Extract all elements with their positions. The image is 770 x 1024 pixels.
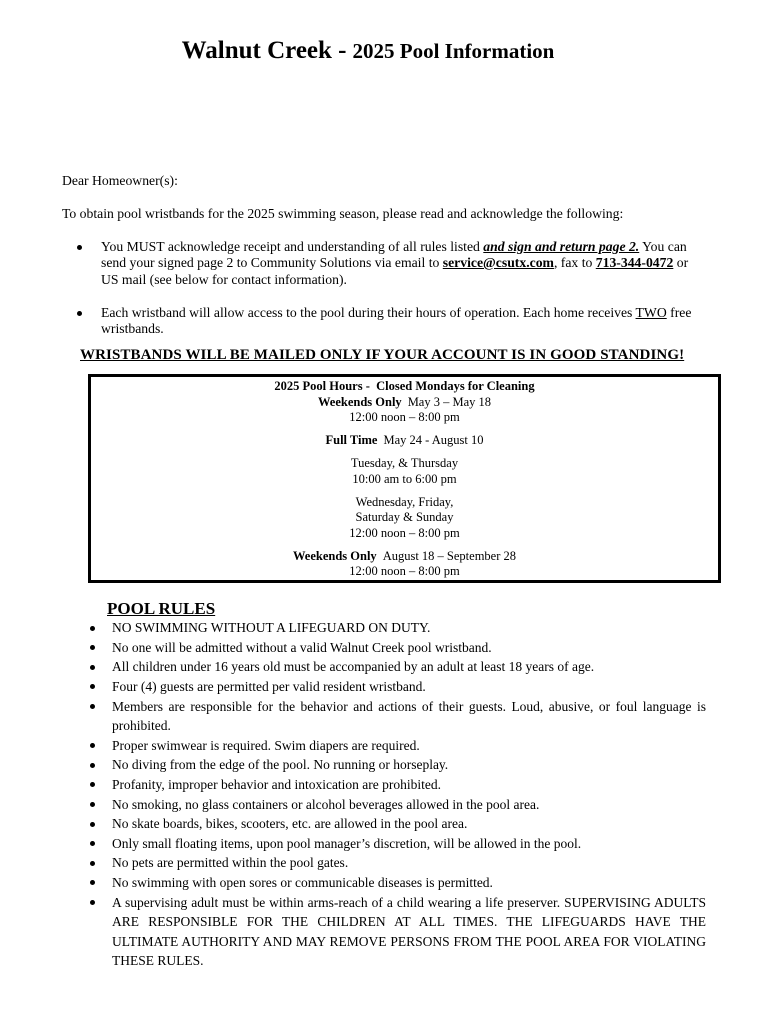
rule-text: Profanity, improper behavior and intoxication are prohibited. bbox=[112, 776, 442, 792]
bullet-icon bbox=[90, 763, 95, 768]
rule-item bbox=[112, 755, 706, 775]
bullet-icon bbox=[90, 645, 95, 650]
rule-text: No smoking, no glass containers or alcohol beverages allowed in the pool area. bbox=[112, 796, 540, 812]
pool-rules-heading: POOL RULES bbox=[107, 599, 216, 618]
rule-item bbox=[112, 677, 706, 697]
rule-text: Members are responsible for the behavior and actions of their guests. Loud, abusive, or foul language is prohibited. bbox=[112, 698, 706, 734]
rule-text: No swimming with open sores or communicable diseases is permitted. bbox=[112, 874, 493, 890]
hours-group-weekdays bbox=[91, 456, 718, 487]
rule-text: No one will be admitted without a valid Walnut Creek pool wristband. bbox=[112, 639, 492, 655]
account-standing-notice: WRISTBANDS WILL BE MAILED ONLY IF YOUR ACCOUNT IS IN GOOD STANDING! bbox=[80, 347, 685, 363]
instruction-item-wristbands bbox=[101, 305, 702, 338]
title-subtitle: 2025 Pool Information bbox=[352, 39, 555, 63]
rule-text: A supervising adult must be within arms-reach of a child wearing a life preserver. SUPERVISING ADULTS ARE RESPONSIBLE FOR THE CHILDREN AT ALL TIMES. THE LIFEGUARDS HAVE THE ULTIMATE AUTHORITY AND MAY REMOVE PERSONS FROM THE POOL AREA FOR VIOLATING THESE RULES. bbox=[112, 894, 706, 969]
period-dates: May 24 - August 10 bbox=[383, 433, 484, 448]
hours-time: 12:00 noon – 8:00 pm bbox=[349, 564, 460, 579]
bullet-icon bbox=[90, 822, 95, 827]
bullet-icon bbox=[90, 684, 95, 689]
bullet-icon bbox=[77, 311, 82, 316]
sign-return-emphasis: and sign and return page 2. bbox=[483, 238, 640, 254]
rule-text: No skate boards, bikes, scooters, etc. are allowed in the pool area. bbox=[112, 816, 468, 832]
hours-time: 10:00 am to 6:00 pm bbox=[352, 471, 457, 486]
bullet-icon bbox=[90, 743, 95, 748]
document-title bbox=[0, 36, 736, 66]
rule-item bbox=[112, 697, 706, 736]
greeting: Dear Homeowner(s): bbox=[62, 173, 178, 188]
instruction-text: You MUST acknowledge receipt and understanding of all rules listed bbox=[101, 238, 484, 254]
rule-item bbox=[112, 657, 706, 677]
hours-days: Wednesday, Friday, bbox=[355, 494, 454, 509]
rule-item bbox=[112, 638, 706, 658]
instruction-text: free wristbands. bbox=[101, 304, 692, 336]
period-label: Weekends Only bbox=[292, 548, 377, 563]
bullet-icon bbox=[90, 861, 95, 866]
rule-text: Proper swimwear is required. Swim diapers are required. bbox=[112, 737, 420, 753]
title-community-name: Walnut Creek - bbox=[181, 37, 347, 64]
bullet-icon bbox=[90, 880, 95, 885]
pool-rules-list bbox=[112, 618, 706, 971]
hours-time: 12:00 noon – 8:00 pm bbox=[349, 410, 460, 424]
rule-item bbox=[112, 893, 706, 971]
instruction-item-acknowledge bbox=[101, 239, 702, 289]
rule-item bbox=[112, 873, 706, 893]
pool-hours-heading: 2025 Pool Hours - Closed Mondays for Cleaning bbox=[274, 379, 535, 393]
instruction-text: You can send your signed page 2 to Community Solutions via email to bbox=[101, 238, 687, 270]
rule-item bbox=[112, 853, 706, 873]
bullet-icon bbox=[90, 704, 95, 709]
rule-text: NO SWIMMING WITHOUT A LIFEGUARD ON DUTY. bbox=[112, 620, 431, 636]
rule-text: All children under 16 years old must be accompanied by an adult at least 18 years of age. bbox=[112, 659, 595, 675]
rule-item bbox=[112, 834, 706, 854]
period-line bbox=[91, 549, 718, 565]
rule-item bbox=[112, 814, 706, 834]
bullet-icon bbox=[77, 245, 82, 250]
hours-time: 12:00 noon – 8:00 pm bbox=[349, 525, 460, 540]
rule-item bbox=[112, 736, 706, 756]
pool-hours-box bbox=[88, 374, 721, 583]
hours-days: Saturday & Sunday bbox=[355, 510, 454, 525]
period-label: Weekends Only bbox=[317, 394, 402, 409]
bullet-icon bbox=[90, 802, 95, 807]
instruction-text: , fax to bbox=[553, 255, 596, 270]
hours-days: Tuesday, & Thursday bbox=[350, 456, 459, 471]
rule-text: No diving from the edge of the pool. No running or horseplay. bbox=[112, 757, 449, 773]
bullet-icon bbox=[90, 626, 95, 631]
hours-group-full-time bbox=[91, 433, 718, 449]
email-link[interactable]: service@csutx.com bbox=[442, 255, 554, 270]
period-dates: August 18 – September 28 bbox=[382, 548, 517, 563]
bullet-icon bbox=[90, 841, 95, 846]
period-line bbox=[91, 433, 718, 449]
bullet-icon bbox=[90, 782, 95, 787]
fax-number: 713-344-0472 bbox=[595, 255, 674, 270]
rule-text: No pets are permitted within the pool gates. bbox=[112, 855, 349, 871]
hours-group-early-weekends bbox=[91, 379, 718, 426]
instruction-text: or US mail (see below for contact information). bbox=[101, 255, 689, 287]
period-dates: May 3 – May 18 bbox=[407, 394, 492, 409]
period-line bbox=[91, 395, 718, 411]
instruction-text: Each wristband will allow access to the pool during their hours of operation. Each home receives bbox=[101, 304, 636, 320]
bullet-icon bbox=[90, 665, 95, 670]
rule-item bbox=[112, 775, 706, 795]
intro-paragraph: To obtain pool wristbands for the 2025 swimming season, please read and acknowledge the following: bbox=[62, 206, 624, 221]
instruction-list bbox=[101, 239, 702, 338]
rule-text: Four (4) guests are permitted per valid resident wristband. bbox=[112, 678, 426, 694]
rule-text: Only small floating items, upon pool manager’s discretion, will be allowed in the pool. bbox=[112, 835, 582, 851]
wristband-count-emphasis: TWO bbox=[635, 304, 667, 320]
rule-item bbox=[112, 795, 706, 815]
period-label: Full Time bbox=[325, 433, 378, 448]
bullet-icon bbox=[90, 900, 95, 905]
rule-item bbox=[112, 618, 706, 638]
hours-group-other-days bbox=[91, 495, 718, 542]
hours-group-late-weekends bbox=[91, 549, 718, 580]
